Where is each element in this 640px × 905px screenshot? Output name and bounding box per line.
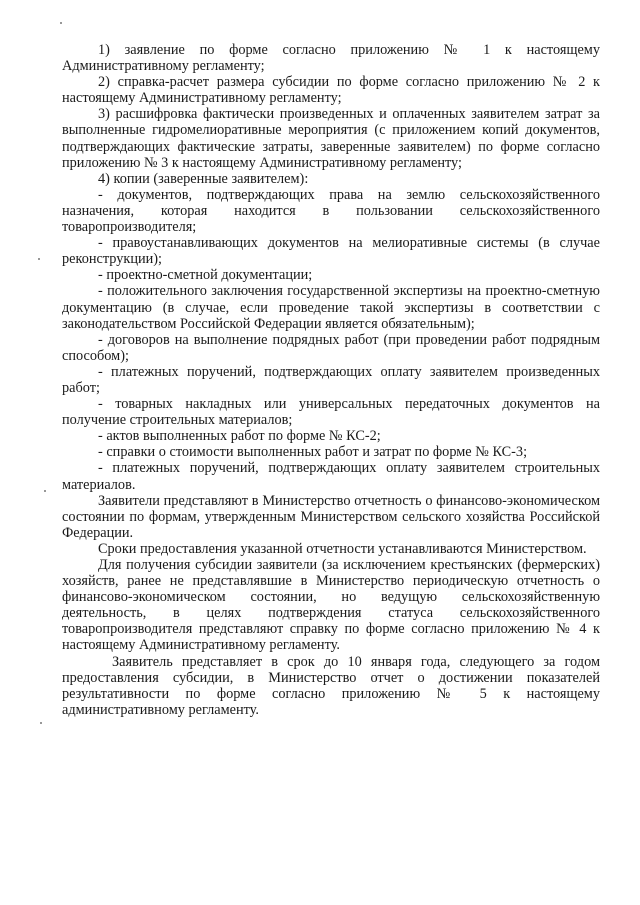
paragraph-item-2: 2) справка-расчет размера субсидии по форме согласно приложению № 2 к настоящему Административному регламенту; <box>62 74 600 107</box>
scan-speck <box>44 490 46 492</box>
subitem-ks2-acts: - актов выполненных работ по форме № КС-2; <box>98 428 381 445</box>
scan-speck <box>40 722 42 724</box>
subitem-invoices: - товарных накладных или универсальных передаточных документов на получение строительных материалов; <box>62 396 600 429</box>
paragraph-certificate: Для получения субсидии заявители (за исключением крестьянских (фермерских) хозяйств, ранее не представлявшие в Министерство периодическую отчетность о финансово-экономическом состоянии, но ведущую сельскохозяйственную деятельность, в целях подтверждения статуса сельскохозяйственного товаропроизводителя представляют справку по форме согласно приложению № 4 к настоящему Административному регламенту. <box>62 557 600 654</box>
paragraph-reporting: Заявители представляют в Министерство отчетность о финансово-экономическом состоянии по формам, утвержденным Министерством сельского хозяйства Российской Федерации. <box>62 492 600 541</box>
subitem-ks3-certificates: - справки о стоимости выполненных работ и затрат по форме № КС-3; <box>98 444 528 461</box>
paragraph-item-3: 3) расшифровка фактически произведенных и оплаченных заявителем затрат за выполненные гидромелиоративные мероприятия (с приложением копий документов, подтверждающих фактические затраты, заверенные заявителем) по форме согласно приложению № 3 к настоящему Административному регламенту; <box>62 106 600 171</box>
subitem-title-documents: - правоустанавливающих документов на мелиоративные системы (в случае реконструкции); <box>62 235 600 268</box>
scan-speck <box>60 22 62 24</box>
scan-speck <box>38 258 40 260</box>
subitem-payment-orders-works: - платежных поручений, подтверждающих оплату заявителем произведенных работ; <box>62 363 600 396</box>
subitem-contracts: - договоров на выполнение подрядных работ (при проведении работ подрядным способом); <box>62 331 600 364</box>
document-body <box>62 42 600 718</box>
subitem-state-expertise: - положительного заключения государственной экспертизы на проектно-сметную документацию (в случае, если проведение такой экспертизы в соответствии с законодательством Российской Федерации является обязательным); <box>62 283 600 332</box>
paragraph-annual-report: Заявитель представляет в срок до 10 января года, следующего за годом предоставления субсидии, в Министерство отчет о достижении показателей результативности по форме согласно приложению № 5 к настоящему административному регламенту. <box>62 653 600 718</box>
paragraph-deadlines: Сроки предоставления указанной отчетности устанавливаются Министерством. <box>98 540 587 557</box>
subitem-land-documents: - документов, подтверждающих права на землю сельскохозяйственного назначения, которая находится в пользовании сельскохозяйственного товаропроизводителя; <box>62 186 600 236</box>
paragraph-item-4: 4) копии (заверенные заявителем): <box>98 170 309 187</box>
subitem-payment-orders-materials: - платежных поручений, подтверждающих оплату заявителем строительных материалов. <box>62 460 600 493</box>
subitem-design-documentation: - проектно-сметной документации; <box>98 267 313 284</box>
paragraph-item-1: 1) заявление по форме согласно приложению № 1 к настоящему Административному регламенту; <box>62 42 600 75</box>
